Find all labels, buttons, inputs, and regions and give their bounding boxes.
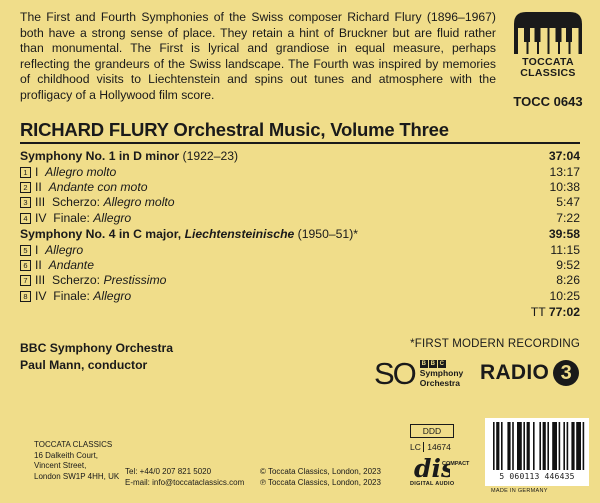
track-duration: 13:17	[549, 165, 580, 179]
publisher-contact: Tel: +44/0 207 821 5020 E-mail: info@toccataclassics.com	[125, 467, 245, 487]
track-row: 3 III Scherzo: Allegro molto 5:47	[20, 195, 580, 210]
radio3-digit: 3	[553, 360, 579, 386]
track-number: 7	[20, 275, 31, 286]
work-symphony-1	[20, 148, 580, 226]
track-duration: 10:25	[549, 288, 580, 303]
bbc-blocks-icon: B B C	[421, 361, 444, 367]
disc-icon	[414, 455, 450, 479]
track-number: 1	[20, 167, 31, 178]
track-duration: 10:38	[549, 180, 580, 195]
publisher-address: TOCCATA CLASSICS 16 Dalkeith Court, Vincent Street, London SW1P 4HH, UK	[34, 440, 120, 481]
track-duration: 7:22	[556, 210, 580, 225]
compact-disc-logo: di COMPACT	[414, 455, 450, 484]
barcode-bars	[485, 418, 589, 472]
work-symphony-4	[20, 226, 580, 304]
track-row: 4 IV Finale: Allegro 7:22	[20, 211, 580, 226]
track-duration: 8:26	[556, 273, 580, 288]
track-duration: 5:47	[556, 195, 580, 210]
track-number: 8	[20, 291, 31, 302]
track-row: 7 III Scherzo: Prestissimo 8:26	[20, 273, 580, 288]
track-duration: 11:15	[550, 243, 580, 257]
work-duration: 39:58	[548, 227, 580, 241]
album-title: RICHARD FLURY Orchestral Music, Volume Three	[20, 119, 449, 140]
digital-audio-label: DIGITAL AUDIO	[410, 481, 455, 487]
track-duration: 9:52	[556, 258, 580, 273]
track-number: 5	[20, 245, 31, 256]
track-number: 2	[20, 182, 31, 193]
toccata-logo	[512, 10, 584, 79]
footnote: *FIRST MODERN RECORDING	[410, 338, 580, 350]
label-code: LC 14674	[410, 442, 451, 452]
performers	[20, 340, 173, 373]
track-row: 6 II Andante 9:52	[20, 258, 580, 273]
track-number: 3	[20, 197, 31, 208]
track-row: 8 IV Finale: Allegro 10:25	[20, 289, 580, 304]
orchestra-name: BBC Symphony Orchestra	[20, 341, 174, 355]
work-heading: Symphony No. 1 in D minor (1922–23) 37:04	[20, 149, 580, 163]
svg-text:disc: di	[414, 455, 441, 479]
track-number: 6	[20, 260, 31, 271]
track-row: 2 II Andante con moto 10:38	[20, 180, 580, 195]
intro-text: The First and Fourth Symphonies of the Swiss composer Richard Flury (1896–1967) both have a strong sense of place. They retain a hint of Bruckner but are fluid rather than monumental. The First is lyrical and grandiose in equal measure, perhaps reflecting the grandeurs of the Swiss landscape. The Fourth was inspired by memories of childhood visits to Liechtenstein and spins out tunes and atmosphere with the profligacy of a Hollywood film score.	[20, 10, 496, 102]
work-heading: Symphony No. 4 in C major, Liechtensteinische (1950–51)* 39:58	[20, 227, 580, 241]
track-row: 5 I Allegro 11:15	[20, 243, 580, 258]
track-row: 1 I Allegro molto 13:17	[20, 165, 580, 180]
logo-wordmark: TOCCATA CLASSICS	[520, 56, 576, 79]
total-time: TT 77:02	[530, 305, 580, 319]
copyright: © Toccata Classics, London, 2023 ℗ Toccata Classics, London, 2023	[260, 467, 381, 487]
catalogue-number: TOCC 0643	[513, 94, 583, 109]
radio-word: RADIO	[480, 361, 550, 384]
track-number: 4	[20, 213, 31, 224]
piano-keys-icon	[512, 10, 584, 54]
conductor-name: Paul Mann, conductor	[20, 357, 148, 372]
radio3-logo	[480, 360, 579, 386]
title-rule	[20, 142, 580, 144]
ddd-badge: DDD	[410, 424, 454, 438]
barcode-digits: 5 060113 446435	[499, 472, 575, 481]
made-in-germany: MADE IN GERMANY	[491, 488, 548, 494]
work-duration: 37:04	[548, 149, 580, 163]
bbc-so-logo: SO B B C Symphony Orchestra	[374, 356, 464, 391]
so-mark: SO	[374, 356, 415, 391]
